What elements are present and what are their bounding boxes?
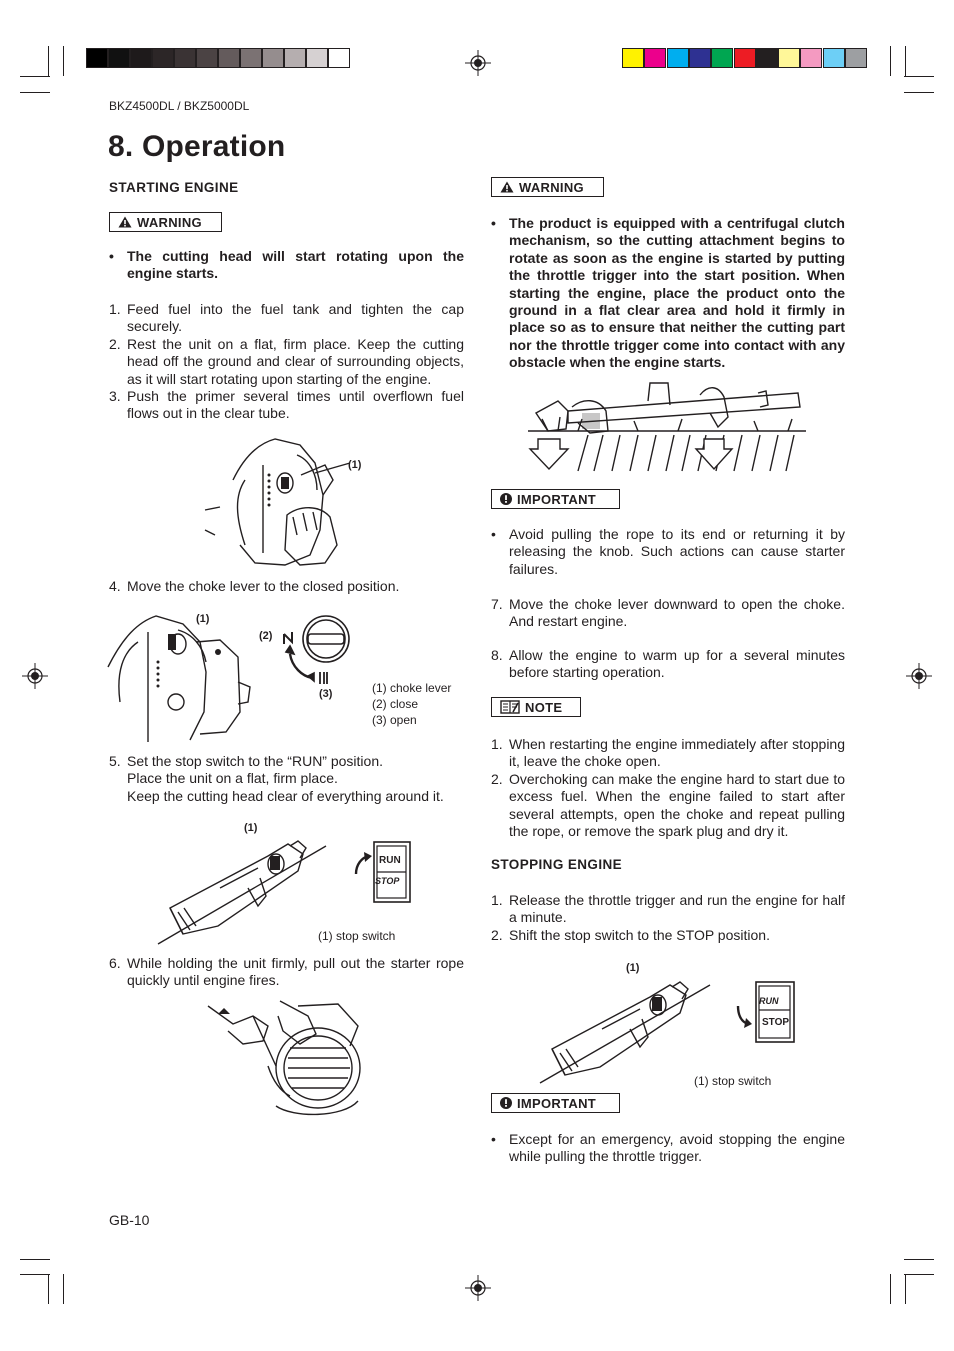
list-item: 8. Allow the engine to warm up for a several minutes before starting operation. xyxy=(491,647,845,681)
run-label: RUN xyxy=(759,996,779,1006)
stop-label: STOP xyxy=(375,876,400,886)
color-swatch xyxy=(711,48,733,68)
warning-text: • The cutting head will start rotating upon the engine starts. xyxy=(109,248,464,282)
gray-swatch xyxy=(240,48,262,68)
warning-text-clutch: • The product is equipped with a centrifugal clutch mechanism, so the cutting attachment begins to rotate as soon as the engine is started by putting the throttle trigger into the start position. When starting the engine, place the product onto the ground in a flat clear area and hold it firmly in place so as to ensure that neither the cutting part nor the throttle trigger come into contact with any obstacle when the engine starts. xyxy=(491,215,845,371)
gray-swatch xyxy=(108,48,130,68)
color-swatch xyxy=(823,48,845,68)
list-item: 2. Overchoking can make the engine hard to start due to excess fuel. When the engine failed to start after several attempts, open the choke and repeat pulling the rope, or remove the spark plug and dry it. xyxy=(491,771,845,840)
color-swatch xyxy=(800,48,822,68)
important-badge-2 xyxy=(491,1093,620,1113)
color-swatch xyxy=(644,48,666,68)
fig3-label-1: (1) xyxy=(244,822,258,834)
registration-mark-bottom xyxy=(465,1275,491,1301)
caption-stop-switch: (1) stop switch xyxy=(318,929,396,943)
list-item: 7. Move the choke lever downward to open the choke. And restart engine. xyxy=(491,596,845,630)
color-swatch xyxy=(622,48,644,68)
warning-icon xyxy=(500,181,514,193)
warning-icon xyxy=(118,216,132,228)
color-swatch xyxy=(756,48,778,68)
list-item: 1. Feed fuel into the fuel tank and tighten the cap securely. xyxy=(109,301,464,335)
gray-swatch xyxy=(130,48,152,68)
handle-illustration xyxy=(158,826,328,948)
registration-mark-top xyxy=(465,50,491,76)
choke-illustration xyxy=(108,612,253,744)
model-number: BKZ4500DL / BKZ5000DL xyxy=(109,99,250,113)
important-badge-1 xyxy=(491,489,620,509)
run-label: RUN xyxy=(379,855,401,866)
trimmer-on-ground-illustration xyxy=(528,383,806,471)
section-heading-stopping: STOPPING ENGINE xyxy=(491,857,623,872)
stop-label: STOP xyxy=(762,1017,790,1028)
handle-stop-illustration xyxy=(540,973,712,1085)
warning-label: WARNING xyxy=(519,179,584,195)
choke-knob-icon xyxy=(280,612,355,687)
color-swatch xyxy=(734,48,756,68)
color-swatch xyxy=(778,48,800,68)
caption-choke-lever: (1) choke lever xyxy=(372,681,452,695)
fig2-label-2: (2) xyxy=(259,630,273,642)
registration-mark-left xyxy=(22,663,48,689)
fig5-label-1: (1) xyxy=(626,962,640,974)
exclamation-icon xyxy=(500,1097,512,1109)
starter-rope-illustration xyxy=(208,996,368,1118)
gray-swatch xyxy=(196,48,218,68)
gray-swatch xyxy=(306,48,328,68)
gray-swatch xyxy=(328,48,350,68)
stop-switch-run-icon xyxy=(352,840,414,904)
list-item: 2. Rest the unit on a flat, firm place. Keep the cutting head off the ground and clear of surrounding objects, as it will start rotating upon starting of the engine. xyxy=(109,336,464,387)
caption-stop-switch-2: (1) stop switch xyxy=(694,1074,772,1088)
gray-swatch xyxy=(86,48,108,68)
warning-label: WARNING xyxy=(137,214,202,230)
list-item: 3. Push the primer several times until overflown fuel flows out in the clear tube. xyxy=(109,388,464,422)
important-text-rope: • Avoid pulling the rope to its end or returning it by releasing the knob. Such actions can cause starter failures. xyxy=(491,526,845,577)
fig2-label-1: (1) xyxy=(196,613,210,625)
note-book-icon xyxy=(500,700,520,714)
page-title: 8. Operation xyxy=(108,130,286,163)
important-label: IMPORTANT xyxy=(517,1095,597,1111)
list-item: 1. Release the throttle trigger and run the engine for half a minute. xyxy=(491,892,845,926)
list-item: 5. Set the stop switch to the “RUN” position. Place the unit on a flat, firm place. Keep the cutting head clear of everything around it. xyxy=(109,753,444,804)
fig1-label: (1) xyxy=(348,459,362,471)
note-label: NOTE xyxy=(525,699,563,715)
primer-illustration xyxy=(205,435,375,570)
list-item: 4. Move the choke lever to the closed position. xyxy=(109,578,400,594)
list-item: 6. While holding the unit firmly, pull out the starter rope quickly until engine fires. xyxy=(109,955,464,989)
color-swatch xyxy=(667,48,689,68)
color-swatch xyxy=(845,48,867,68)
gray-swatch xyxy=(284,48,306,68)
list-item: 1. When restarting the engine immediately after stopping it, leave the choke open. xyxy=(491,736,845,770)
page-number: GB-10 xyxy=(109,1212,150,1228)
fig2-label-3: (3) xyxy=(319,688,333,700)
warning-badge xyxy=(109,212,222,232)
important-label: IMPORTANT xyxy=(517,491,597,507)
gray-swatch xyxy=(152,48,174,68)
section-heading-starting: STARTING ENGINE xyxy=(109,180,239,195)
gray-swatch xyxy=(262,48,284,68)
important-text-emergency: • Except for an emergency, avoid stopping the engine while pulling the throttle trigger. xyxy=(491,1131,845,1165)
note-badge xyxy=(491,697,581,717)
stop-switch-stop-icon xyxy=(734,980,798,1044)
exclamation-icon xyxy=(500,493,512,505)
caption-close: (2) close xyxy=(372,697,419,711)
registration-mark-right xyxy=(906,663,932,689)
color-swatch xyxy=(689,48,711,68)
gray-swatch xyxy=(174,48,196,68)
gray-swatch xyxy=(218,48,240,68)
caption-open: (3) open xyxy=(372,713,417,727)
warning-badge-right xyxy=(491,177,604,197)
list-item: 2. Shift the stop switch to the STOP position. xyxy=(491,927,770,943)
